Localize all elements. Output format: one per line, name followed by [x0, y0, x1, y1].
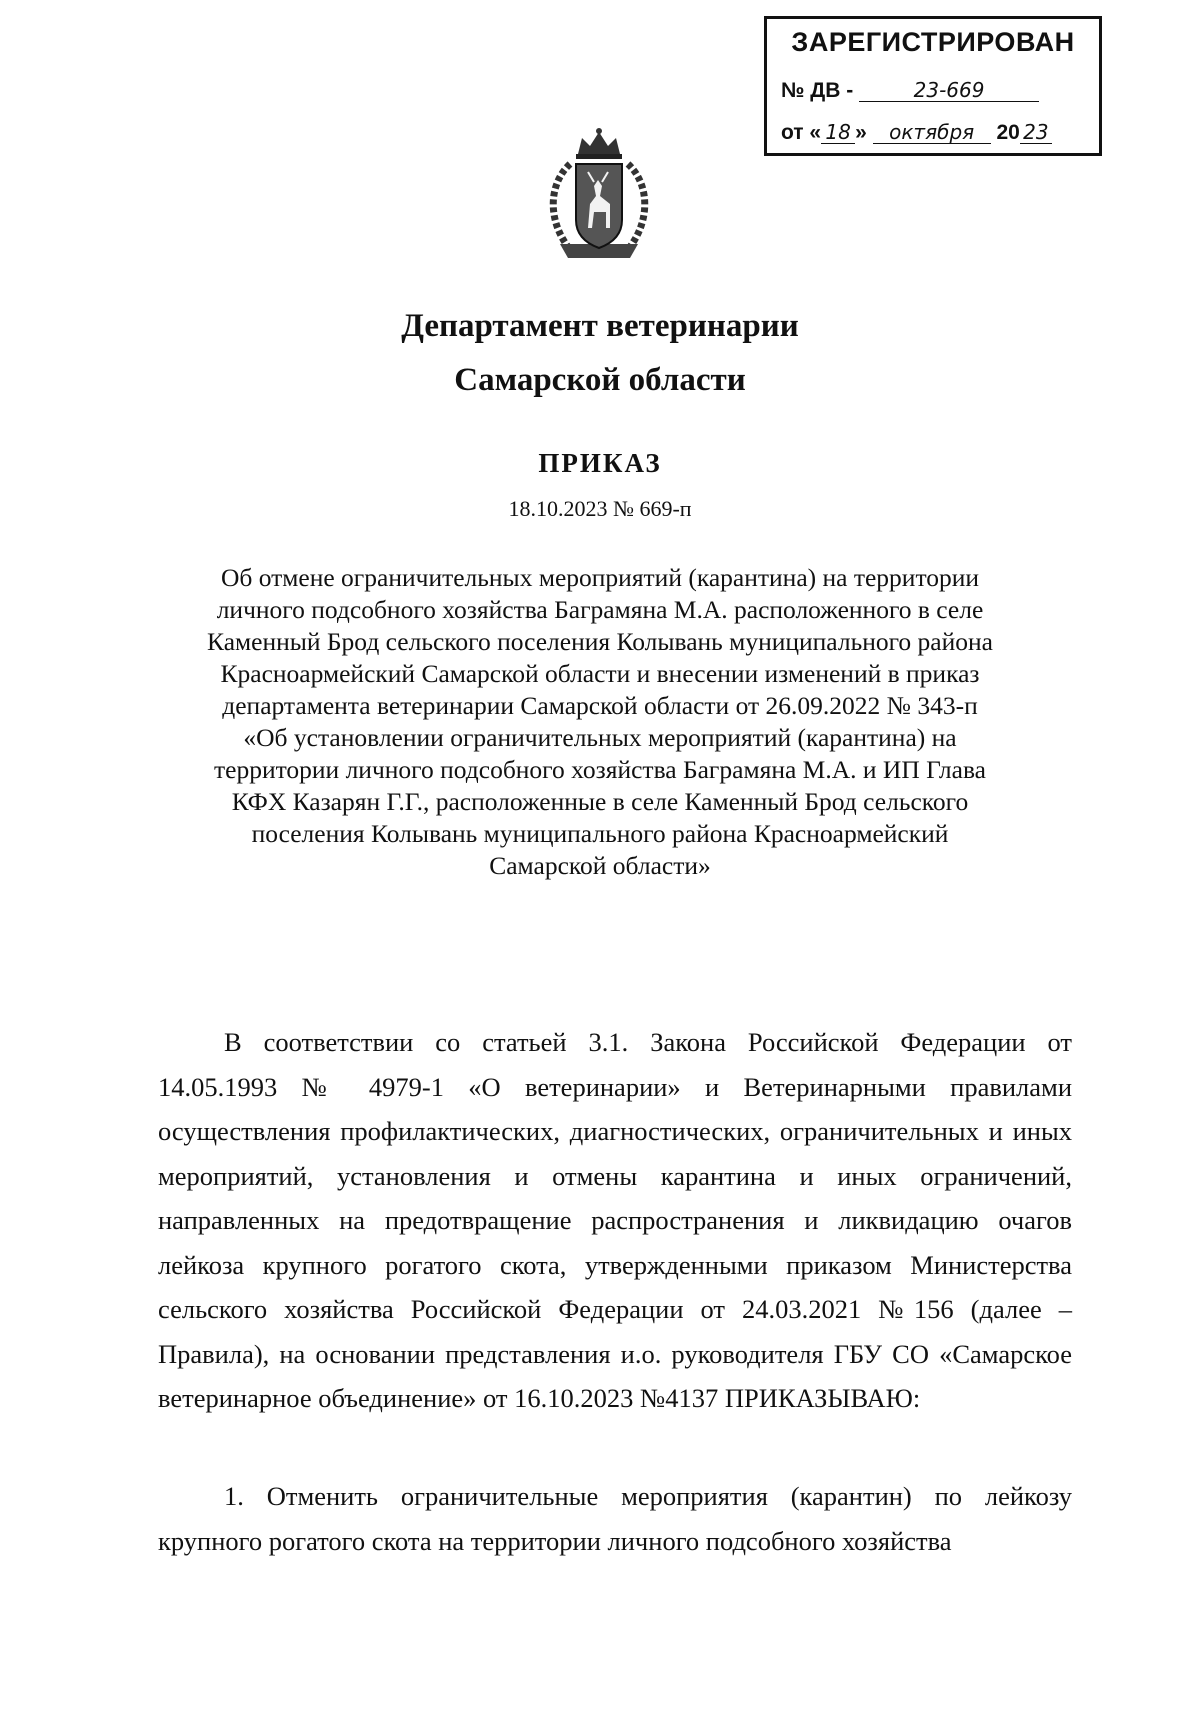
subject-line: Красноармейский Самарской области и внесении изменений в приказ	[220, 659, 980, 688]
stamp-date-month: октября	[873, 121, 991, 144]
order-subject	[150, 562, 1050, 882]
stamp-year-prefix: 20	[996, 121, 1020, 144]
stamp-year-value: 23	[1020, 121, 1052, 144]
subject-line: департамента ветеринарии Самарской области от 26.09.2022 № 343-п	[222, 691, 978, 720]
stamp-date-mid: »	[855, 121, 867, 144]
subject-line: Каменный Брод сельского поселения Колывань муниципального района	[207, 627, 993, 656]
stamp-number-value: 23-669	[859, 79, 1039, 102]
order-number: 18.10.2023 № 669-п	[508, 496, 692, 521]
body-paragraph-preamble: В соответствии со статьей 3.1. Закона Российской Федерации от 14.05.1993 № 4979-1 «О ветеринарии» и Ветеринарными правилами осуществления профилактических, диагностических, ограничительных и иных мероприятий, установления и отмены карантина и иных ограничений, направленных на предотвращение распространения и ликвидацию очагов лейкоза крупного рогатого скота, утвержденными приказом Министерства сельского хозяйства Российской Федерации от 24.03.2021 №156 (далее – Правила), на основании представления и.о. руководителя ГБУ СО «Самарское ветеринарное объединение» от 16.10.2023 №4137 ПРИКАЗЫВАЮ:	[158, 1027, 1072, 1413]
stamp-date-day: 18	[821, 121, 855, 144]
subject-line: личного подсобного хозяйства Баграмяна М.А. расположенного в селе	[216, 595, 984, 624]
order-title: ПРИКАЗ	[538, 448, 662, 478]
subject-line: «Об установлении ограничительных мероприятий (карантина) на	[243, 723, 957, 752]
coat-of-arms-icon	[530, 124, 668, 274]
stamp-title: ЗАРЕГИСТРИРОВАН	[791, 27, 1075, 57]
subject-line: поселения Колывань муниципального района Красноармейский	[251, 819, 949, 848]
registration-stamp	[764, 16, 1102, 156]
stamp-number-row	[781, 79, 1039, 103]
subject-line: территории личного подсобного хозяйства Баграмяна М.А. и ИП Глава	[213, 755, 986, 784]
subject-line: Об отмене ограничительных мероприятий (карантина) на территории	[220, 563, 980, 592]
stamp-date-prefix: от «	[781, 121, 822, 144]
body-paragraph-item-1: 1. Отменить ограничительные мероприятия (карантин) по лейкозу крупного рогатого скота на территории личного подсобного хозяйства	[158, 1481, 1072, 1556]
department-name-line1: Департамент ветеринарии	[401, 308, 799, 344]
subject-line: Самарской области»	[489, 851, 711, 880]
subject-line: КФХ Казарян Г.Г., расположенные в селе Каменный Брод сельского	[231, 787, 969, 816]
department-name-line2: Самарской области	[454, 362, 746, 398]
stamp-date-row	[781, 121, 1052, 145]
stamp-number-prefix: № ДВ -	[781, 79, 854, 102]
